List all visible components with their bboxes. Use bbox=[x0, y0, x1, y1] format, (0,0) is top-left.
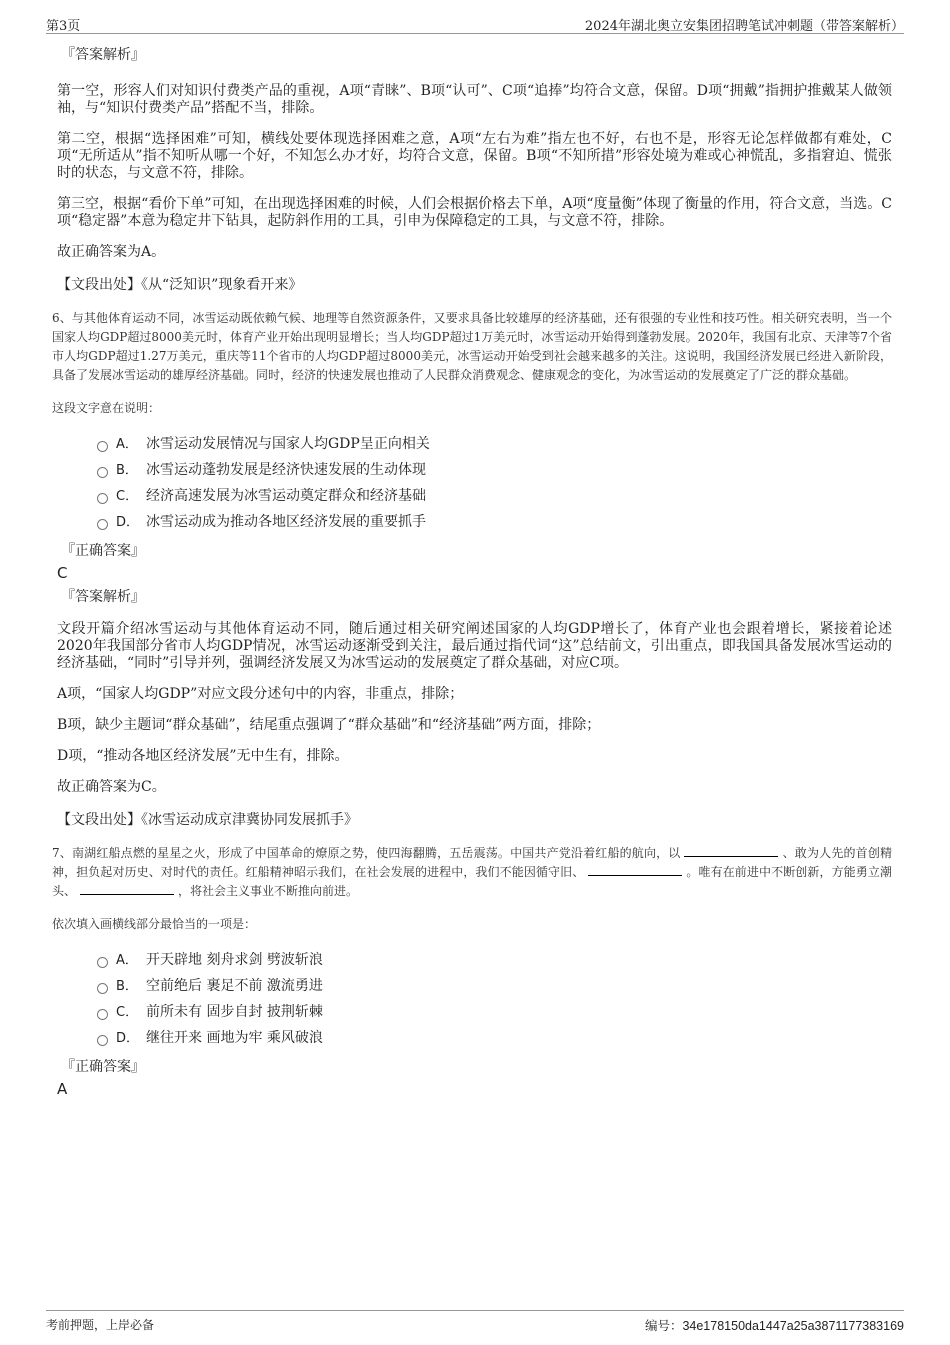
q5-conclusion: 故正确答案为A。 bbox=[57, 244, 166, 260]
q6-analysis-paragraph: D项，“推动各地区经济发展”无中生有，排除。 bbox=[57, 748, 349, 764]
q7-stem-part: 。唯有在前进中不断创新，方能勇立潮头、 bbox=[52, 865, 892, 898]
q7-prompt: 依次填入画横线部分最恰当的一项是： bbox=[52, 917, 257, 931]
q6-option-c[interactable] bbox=[97, 483, 892, 509]
q6-conclusion: 故正确答案为C。 bbox=[57, 779, 166, 795]
option-text: 冰雪运动蓬勃发展是经济快速发展的生动体现 bbox=[146, 462, 426, 478]
q6-analysis-label: 『答案解析』 bbox=[61, 589, 145, 605]
q6-analysis-paragraph: A项，“国家人均GDP”对应文段分述句中的内容，非重点，排除； bbox=[57, 686, 464, 702]
radio-icon[interactable] bbox=[97, 983, 108, 994]
q6-option-a[interactable] bbox=[97, 431, 892, 457]
option-text: 空前绝后 裹足不前 激流勇进 bbox=[146, 978, 323, 994]
q7-answer: A bbox=[57, 1080, 68, 1098]
q6-option-b[interactable] bbox=[97, 457, 892, 483]
footer-slogan: 考前押题，上岸必备 bbox=[46, 1318, 155, 1332]
radio-icon[interactable] bbox=[97, 441, 108, 452]
q5-analysis-label: 『答案解析』 bbox=[61, 47, 145, 63]
option-text: 冰雪运动发展情况与国家人均GDP呈正向相关 bbox=[146, 436, 430, 452]
q6-answer: C bbox=[57, 564, 68, 582]
option-text: 前所未有 固步自封 披荆斩棘 bbox=[146, 1004, 323, 1020]
q7-stem-part: 、敢为人先的首创精神，担负起对历史、对时代的责任。红船精神昭示我们，在社会发展的进程中，我们不能因循守旧、 bbox=[52, 846, 892, 879]
q7-stem-part: 7、南湖红船点燃的星星之火，形成了中国革命的燎原之势，使四海翻腾，五岳震荡。中国共产党沿着红船的航向，以 bbox=[52, 846, 681, 860]
q6-analysis-paragraph: 文段开篇介绍冰雪运动与其他体育运动不同，随后通过相关研究阐述国家的人均GDP增长了，体育产业也会跟着增长，紧接着论述2020年我国部分省市人均GDP情况，冰雪运动逐渐受到关注，最后通过指代词“这”总结前文，引出重点，即我国具备发展冰雪运动的经济基础，“同时”引导并列，强调经济发展又为冰雪运动的发展奠定了群众基础，对应C项。 bbox=[57, 621, 892, 671]
radio-icon[interactable] bbox=[97, 519, 108, 530]
option-text: 开天辟地 刻舟求剑 劈波斩浪 bbox=[146, 952, 323, 968]
option-letter: D． bbox=[116, 1031, 140, 1046]
page-content bbox=[52, 40, 892, 1099]
radio-icon[interactable] bbox=[97, 493, 108, 504]
option-letter: B． bbox=[116, 463, 138, 478]
page-footer bbox=[46, 1310, 904, 1331]
radio-icon[interactable] bbox=[97, 1009, 108, 1020]
option-letter: A． bbox=[116, 953, 138, 968]
blank-line bbox=[80, 882, 174, 895]
q6-prompt: 这段文字意在说明： bbox=[52, 401, 161, 415]
option-text: 冰雪运动成为推动各地区经济发展的重要抓手 bbox=[146, 514, 426, 530]
q7-option-b[interactable] bbox=[97, 973, 892, 999]
page-number: 第3页 bbox=[46, 19, 81, 34]
q7-stem bbox=[52, 844, 892, 901]
page-header bbox=[46, 13, 904, 34]
radio-icon[interactable] bbox=[97, 467, 108, 478]
q6-analysis-paragraph: B项，缺少主题词“群众基础”，结尾重点强调了“群众基础”和“经济基础”两方面，排除； bbox=[57, 717, 601, 733]
option-letter: D． bbox=[116, 515, 140, 530]
q5-analysis-paragraph: 第二空，根据“选择困难”可知，横线处要体现选择困难之意，A项“左右为难”指左也不好，右也不是，形容无论怎样做都有难处，C项“无所适从”指不知听从哪一个好，不知怎么办才好，均符合文意，保留。B项“不知所措”形容处境为难或心神慌乱，多指窘迫、慌张时的状态，与文意不符，排除。 bbox=[57, 131, 892, 181]
q7-answer-label: 『正确答案』 bbox=[61, 1059, 145, 1075]
option-letter: C． bbox=[116, 1005, 139, 1020]
radio-icon[interactable] bbox=[97, 1035, 108, 1046]
blank-line bbox=[684, 844, 778, 857]
option-letter: B． bbox=[116, 979, 138, 994]
q7-option-a[interactable] bbox=[97, 947, 892, 973]
q5-analysis-paragraph: 第一空，形容人们对知识付费类产品的重视，A项“青睐”、B项“认可”、C项“追捧”均符合文意，保留。D项“拥戴”指拥护推戴某人做领袖，与“知识付费类产品”搭配不当，排除。 bbox=[57, 83, 892, 116]
document-title: 2024年湖北奥立安集团招聘笔试冲刺题（带答案解析） bbox=[584, 19, 904, 34]
blank-line bbox=[588, 863, 682, 876]
radio-icon[interactable] bbox=[97, 957, 108, 968]
q6-answer-label: 『正确答案』 bbox=[61, 543, 145, 559]
q7-option-c[interactable] bbox=[97, 999, 892, 1025]
q6-stem: 6、与其他体育运动不同，冰雪运动既依赖气候、地理等自然资源条件，又要求具备比较雄厚的经济基础，还有很强的专业性和技巧性。相关研究表明，当一个国家人均GDP超过8000美元时，体育产业开始出现明显增长；当人均GDP超过1万美元时，冰雪运动开始得到蓬勃发展。2020年，我国有北京、天津等7个省市人均GDP超过1.27万美元，重庆等11个省市的人均GDP超过8000美元，冰雪运动开始受到社会越来越多的关注。这说明，我国经济发展已经进入新阶段，具备了发展冰雪运动的雄厚经济基础。同时，经济的快速发展也推动了人民群众消费观念、健康观念的变化，为冰雪运动的发展奠定了广泛的群众基础。 bbox=[52, 311, 892, 382]
q5-source: 【文段出处】《从“泛知识”现象看开来》 bbox=[57, 277, 303, 293]
document-code: 编号：34e178150da1447a25a3871177383169 bbox=[644, 1319, 904, 1333]
option-text: 继往开来 画地为牢 乘风破浪 bbox=[146, 1030, 323, 1046]
option-text: 经济高速发展为冰雪运动奠定群众和经济基础 bbox=[146, 488, 426, 504]
q7-option-d[interactable] bbox=[97, 1025, 892, 1051]
option-letter: C． bbox=[116, 489, 139, 504]
q5-analysis-paragraph: 第三空，根据“看价下单”可知，在出现选择困难的时候，人们会根据价格去下单，A项“度量衡”体现了衡量的作用，符合文意，当选。C项“稳定器”本意为稳定井下钻具，起防斜作用的工具，引申为保障稳定的工具，与文意不符，排除。 bbox=[57, 196, 892, 229]
q6-source: 【文段出处】《冰雪运动成京津冀协同发展抓手》 bbox=[57, 812, 358, 828]
option-letter: A． bbox=[116, 437, 138, 452]
q6-options bbox=[97, 431, 892, 535]
q7-stem-part: ，将社会主义事业不断推向前进。 bbox=[178, 884, 359, 898]
q7-options bbox=[97, 947, 892, 1051]
q6-option-d[interactable] bbox=[97, 509, 892, 535]
